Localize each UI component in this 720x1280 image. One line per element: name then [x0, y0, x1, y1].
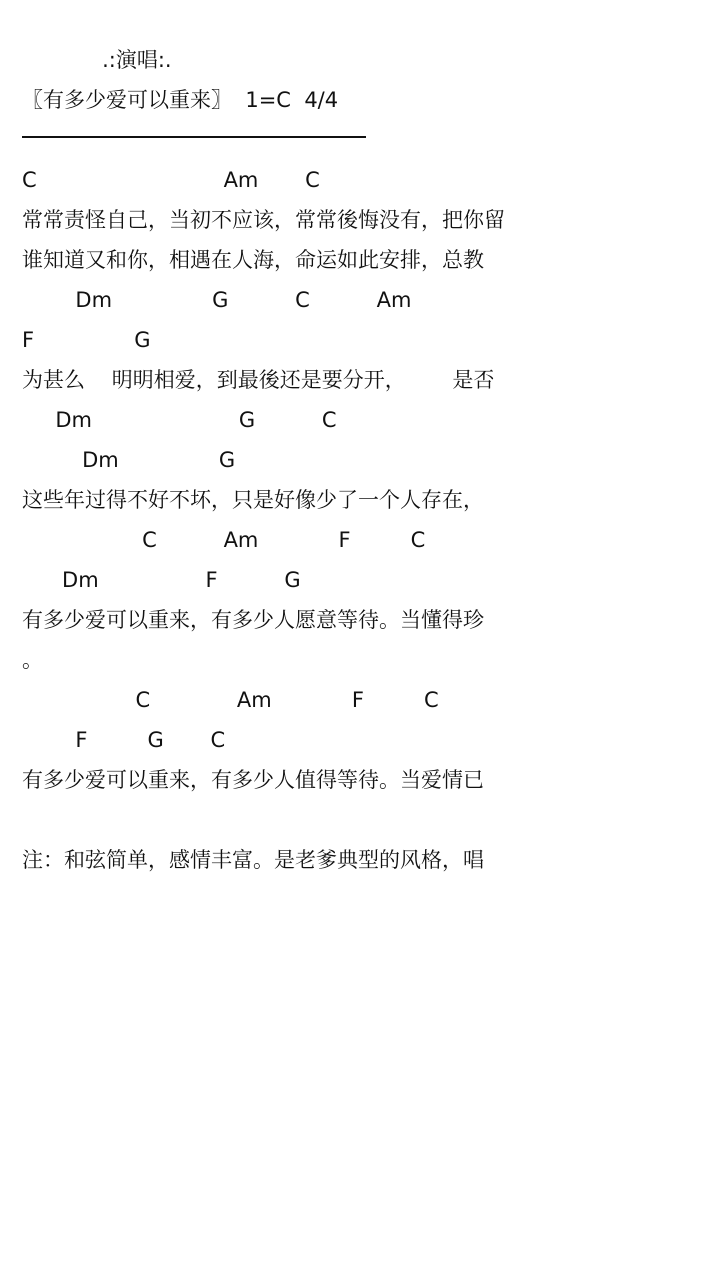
note-line: 注：和弦简单，感情丰富。是老爹典型的风格，唱	[22, 848, 484, 872]
lyric-line: 。	[22, 648, 43, 672]
lyric-line: 为甚么 明明相爱，到最後还是要分开， 是否	[22, 368, 495, 392]
lyric-line: 常常责怪自己，当初不应该，常常後悔没有，把你留	[22, 208, 505, 232]
chord-line: F G	[22, 328, 151, 352]
lyric-line: 有多少爱可以重来，有多少人值得等待。当爱情已	[22, 768, 484, 792]
chord-line: C Am C	[22, 168, 320, 192]
chord-line: C Am F C	[22, 688, 439, 712]
lyric-line: 谁知道又和你，相遇在人海，命运如此安排，总教	[22, 248, 484, 272]
chord-line: Dm G	[22, 448, 236, 472]
song-title-line: 〖有多少爱可以重来〗 1=C 4/4	[22, 88, 339, 112]
lyric-line: 这些年过得不好不坏，只是好像少了一个人存在，	[22, 488, 484, 512]
chord-line: Dm F G	[22, 568, 301, 592]
chord-line: F G C	[22, 728, 226, 752]
chord-line: Dm G C	[22, 408, 337, 432]
lyric-line: 有多少爱可以重来，有多少人愿意等待。当懂得珍	[22, 608, 484, 632]
chord-line: C Am F C	[22, 528, 426, 552]
singer-line: .:演唱:.	[22, 48, 172, 72]
chord-line: Dm G C Am	[22, 288, 412, 312]
divider-rule	[22, 136, 366, 138]
